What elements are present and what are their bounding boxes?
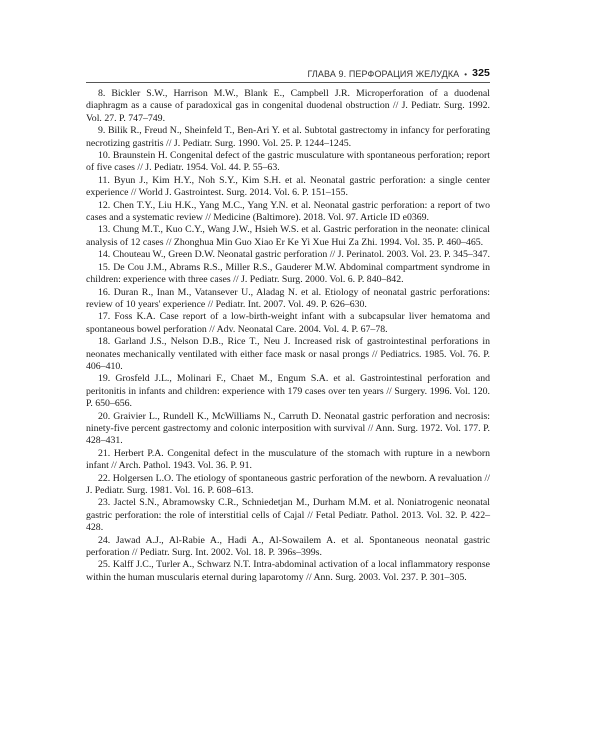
reference-item: 17. Foss K.A. Case report of a low-birth-weight infant with a subcapsular liver hematoma and spontaneous bowel perforation // Adv. Neonatal Care. 2004. Vol. 4. P. 67–78. (86, 311, 490, 335)
page-number: 325 (472, 67, 490, 79)
reference-item: 16. Duran R., Inan M., Vatansever U., Aladag N. et al. Etiology of neonatal gastric perforations: review of 10 years' experience // Pediatr. Int. 2007. Vol. 49. P. 626–630. (86, 286, 490, 310)
reference-item: 19. Grosfeld J.L., Molinari F., Chaet M., Engum S.A. et al. Gastrointestinal perforation and peritonitis in infants and children: experience with 179 cases over ten years // Surgery. 1996. Vol. 120. P. 650–656. (86, 373, 490, 410)
chapter-title: ГЛАВА 9. ПЕРФОРАЦИЯ ЖЕЛУДКА (307, 69, 460, 79)
reference-item: 23. Jactel S.N., Abramowsky C.R., Schniedetjan M., Durham M.M. et al. Noniatrogenic neonatal gastric perforation: the role of interstitial cells of Cajal // Fetal Pediatr. Pathol. 2013. Vol. 32. P. 422–428. (86, 497, 490, 534)
reference-item: 20. Graivier L., Rundell K., McWilliams N., Carruth D. Neonatal gastric perforation and necrosis: ninety-five percent gastrectomy and colonic interposition with survival // Ann. Surg. 1972. Vol. 177. P. 428–431. (86, 410, 490, 447)
reference-item: 8. Bickler S.W., Harrison M.W., Blank E., Campbell J.R. Microperforation of a duodenal diaphragm as a cause of paradoxical gas in congenital duodenal obstruction // J. Pediatr. Surg. 1992. Vol. 27. P. 747–749. (86, 88, 490, 124)
reference-item: 9. Bilik R., Freud N., Sheinfeld T., Ben-Ari Y. et al. Subtotal gastrectomy in infancy for perforating necrotizing gastritis // J. Pediatr. Surg. 1990. Vol. 25. P. 1244–1245. (86, 125, 490, 149)
reference-list (86, 88, 490, 584)
reference-item: 22. Holgersen L.O. The etiology of spontaneous gastric perforation of the newborn. A revaluation // J. Pediatr. Surg. 1981. Vol. 16. P. 608–613. (86, 472, 490, 496)
reference-item: 12. Chen T.Y., Liu H.K., Yang M.C., Yang Y.N. et al. Neonatal gastric perforation: a report of two cases and a systematic review // Medicine (Baltimore). 2018. Vol. 97. Article ID e0369. (86, 199, 490, 224)
reference-item: 10. Braunstein H. Congenital defect of the gastric musculature with spontaneous perforation; report of five cases // J. Pediatr. 1954. Vol. 44. P. 55–63. (86, 150, 490, 174)
reference-item: 13. Chung M.T., Kuo C.Y., Wang J.W., Hsieh W.S. et al. Gastric perforation in the neonate: clinical analysis of 12 cases // Zhonghua Min Guo Xiao Er Ke Yi Xue Hui Za Zhi. 1994. Vol. 35. P. 460–465. (86, 224, 490, 248)
reference-item: 21. Herbert P.A. Congenital defect in the musculature of the stomach with rupture in a newborn infant // Arch. Pathol. 1943. Vol. 36. P. 91. (86, 447, 490, 472)
running-header (86, 66, 490, 83)
header-bullet: • (464, 70, 468, 79)
reference-item: 11. Byun J., Kim H.Y., Noh S.Y., Kim S.H. et al. Neonatal gastric perforation: a single center experience // World J. Gastrointest. Surg. 2014. Vol. 6. P. 151–155. (86, 174, 490, 199)
reference-item: 18. Garland J.S., Nelson D.B., Rice T., Neu J. Increased risk of gastrointestinal perforations in neonates mechanically ventilated with either face mask or nasal prongs // Pediatrics. 1985. Vol. 76. P. 406–410. (86, 336, 490, 372)
reference-item: 25. Kalff J.C., Turler A., Schwarz N.T. Intra-abdominal activation of a local inflammatory response within the human muscularis eternal during laparotomy // Ann. Surg. 2003. Vol. 237. P. 301–305. (86, 559, 490, 583)
reference-item: 24. Jawad A.J., Al-Rabie A., Hadi A., Al-Sowailem A. et al. Spontaneous neonatal gastric perforation // Pediatr. Surg. Int. 2002. Vol. 18. P. 396s–399s. (86, 534, 490, 559)
reference-item: 14. Chouteau W., Green D.W. Neonatal gastric perforation // J. Perinatol. 2003. Vol. 23. P. 345–347. (98, 249, 490, 261)
reference-item: 15. De Cou J.M., Abrams R.S., Miller R.S., Gauderer M.W. Abdominal compartment syndrome in children: experience with three cases // J. Pediatr. Surg. 2000. Vol. 6. P. 840–842. (86, 261, 490, 286)
